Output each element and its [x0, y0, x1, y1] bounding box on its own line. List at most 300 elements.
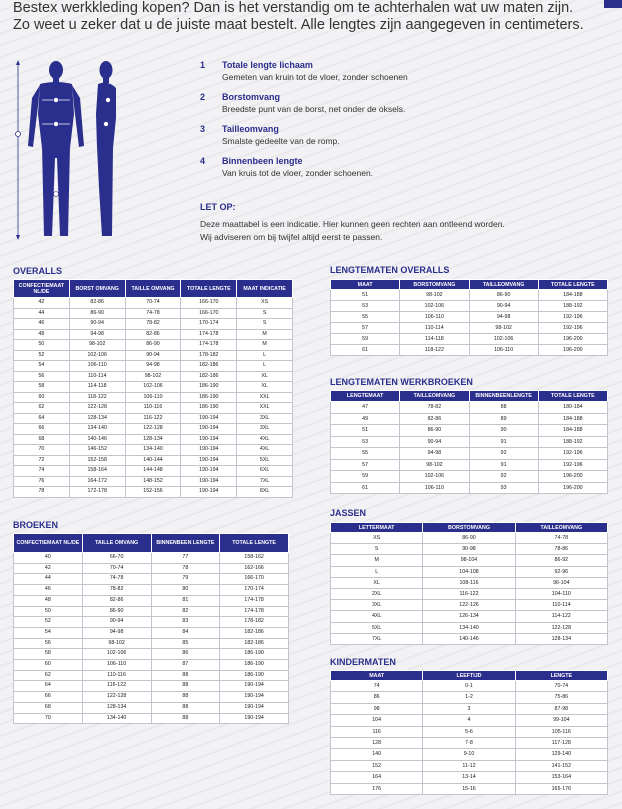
table-cell: 126-134	[423, 611, 515, 622]
column-header: BINNENBEENLENGTE	[469, 391, 538, 402]
table-row	[331, 681, 608, 692]
table-cell: 75-86	[515, 692, 607, 703]
step-description: Smalste gedeelte van de romp.	[222, 136, 340, 146]
table-cell: 186-190	[181, 403, 237, 414]
table-cell: 53	[331, 436, 400, 448]
table-cell: 134-140	[125, 445, 181, 456]
table-cell: 60	[14, 392, 70, 403]
table-cell: 66	[14, 424, 70, 435]
column-header: TAILLEOMVANG	[469, 280, 538, 290]
table-cell: 49	[331, 413, 400, 425]
table-cell: 190-194	[181, 455, 237, 466]
table-row	[331, 622, 608, 633]
table-cell: 91	[469, 459, 538, 471]
table-header-row	[331, 671, 608, 681]
column-header: TAILLEOMVANG	[515, 523, 607, 533]
table-cell: 170-174	[220, 585, 289, 596]
table-cell: 106-110	[125, 392, 181, 403]
table-cell: 122-128	[125, 424, 181, 435]
intro-text	[13, 0, 584, 34]
intro-line-1: Bestex werkkleding kopen? Dan is het verstandig om te achterhalen wat uw maten zijn.	[13, 0, 574, 16]
table-cell: 80	[151, 585, 220, 596]
table-cell: 190-194	[181, 434, 237, 445]
table-row	[331, 555, 608, 566]
table-cell: 87	[151, 660, 220, 671]
table-cell: 94-98	[469, 312, 538, 323]
table-cell: 94-98	[82, 627, 151, 638]
jassen-title: JASSEN	[330, 508, 367, 518]
table-cell: 174-178	[181, 329, 237, 340]
table-cell: 186-190	[220, 649, 289, 660]
table-cell: 42	[14, 563, 83, 574]
table-cell: 153-164	[515, 772, 607, 783]
overalls-table	[13, 279, 293, 498]
intro-line-2: Zo weet u zeker dat u de juiste maat bestelt. Alle lengtes zijn aangegeven in centimeters.	[13, 17, 584, 33]
table-row	[331, 600, 608, 611]
table-row	[14, 660, 289, 671]
table-cell: 4XL	[237, 445, 293, 456]
table-row	[331, 692, 608, 703]
table-cell: 117-128	[515, 738, 607, 749]
table-cell: 40	[14, 553, 83, 564]
table-cell: 78	[14, 487, 70, 498]
table-row	[331, 760, 608, 771]
table-cell: 116-122	[125, 413, 181, 424]
table-cell: 74	[331, 681, 423, 692]
column-header: LENGTE	[515, 671, 607, 681]
table-cell: L	[331, 566, 423, 577]
table-cell: 98-102	[400, 459, 469, 471]
table-cell: 110-114	[400, 323, 469, 334]
table-cell: 66-70	[82, 553, 151, 564]
table-row	[331, 482, 608, 494]
table-cell: 91	[469, 436, 538, 448]
table-row	[14, 445, 293, 456]
table-cell: 196-200	[538, 345, 607, 356]
table-cell: 104	[331, 715, 423, 726]
table-cell: 58	[14, 382, 70, 393]
table-cell: 86-90	[469, 290, 538, 301]
table-cell: XL	[331, 577, 423, 588]
table-cell: 5XL	[331, 622, 423, 633]
step-title: Borstomvang	[222, 92, 281, 102]
broeken-title: BROEKEN	[13, 520, 59, 530]
table-cell: 122-128	[82, 692, 151, 703]
table-header-row	[14, 280, 293, 298]
table-row	[14, 466, 293, 477]
table-row	[14, 681, 289, 692]
table-cell: 50	[14, 606, 83, 617]
table-cell: 82-86	[69, 298, 125, 309]
table-cell: 102-106	[400, 301, 469, 312]
table-cell: 152-156	[125, 487, 181, 498]
table-cell: M	[237, 329, 293, 340]
step-chest	[200, 92, 500, 124]
table-cell: 52	[14, 617, 83, 628]
table-cell: 47	[331, 402, 400, 414]
table-cell: 196-200	[538, 471, 607, 483]
table-cell: 190-194	[181, 413, 237, 424]
body-measurement-figure	[12, 58, 132, 243]
table-cell: 98-102	[469, 323, 538, 334]
table-cell: 128-134	[125, 434, 181, 445]
table-row	[331, 577, 608, 588]
table-cell: 44	[14, 308, 70, 319]
table-cell: 152	[331, 760, 423, 771]
table-row	[331, 633, 608, 644]
table-row	[331, 566, 608, 577]
table-cell: 128-134	[69, 413, 125, 424]
table-row	[14, 553, 289, 564]
table-cell: 70-74	[515, 681, 607, 692]
table-cell: 190-194	[181, 476, 237, 487]
table-cell: 86-90	[423, 533, 515, 544]
column-header: TAILLEOMVANG	[400, 391, 469, 402]
broeken-table	[13, 533, 289, 724]
table-cell: 15-16	[423, 783, 515, 794]
table-cell: 82	[151, 606, 220, 617]
table-cell: 116-122	[82, 681, 151, 692]
table-cell: 141-152	[515, 760, 607, 771]
table-cell: 8XL	[237, 487, 293, 498]
table-cell: 5-6	[423, 726, 515, 737]
table-header-row	[331, 280, 608, 290]
table-cell: 106-110	[400, 312, 469, 323]
step-title: Binnenbeen lengte	[222, 156, 303, 166]
table-row	[331, 738, 608, 749]
table-cell: 102-106	[69, 350, 125, 361]
notice-block	[200, 202, 600, 244]
table-row	[331, 726, 608, 737]
table-cell: 102-106	[82, 649, 151, 660]
table-row	[14, 574, 289, 585]
table-cell: 98-102	[125, 371, 181, 382]
table-row	[331, 448, 608, 460]
table-cell: 192-196	[538, 448, 607, 460]
table-row	[14, 382, 293, 393]
table-cell: 87-98	[515, 703, 607, 714]
table-cell: 7XL	[237, 476, 293, 487]
table-cell: 74-78	[125, 308, 181, 319]
table-cell: 52	[14, 350, 70, 361]
step-description: Gemeten van kruin tot de vloer, zonder schoenen	[222, 72, 408, 82]
table-cell: 50	[14, 340, 70, 351]
table-cell: 190-194	[220, 702, 289, 713]
table-cell: 196-200	[538, 482, 607, 494]
table-cell: 165-176	[515, 783, 607, 794]
table-cell: 182-186	[181, 361, 237, 372]
table-row	[14, 319, 293, 330]
table-cell: 114-122	[515, 611, 607, 622]
column-header: BORSTOMVANG	[400, 280, 469, 290]
table-cell: 53	[331, 301, 400, 312]
table-cell: 78-82	[82, 585, 151, 596]
table-cell: 0-1	[423, 681, 515, 692]
table-cell: 186-190	[181, 382, 237, 393]
table-row	[331, 323, 608, 334]
table-cell: 98-102	[69, 340, 125, 351]
table-cell: 188-192	[538, 301, 607, 312]
column-header: TOTALE LENGTE	[220, 534, 289, 553]
table-row	[331, 425, 608, 437]
table-cell: 7-8	[423, 738, 515, 749]
table-cell: 64	[14, 413, 70, 424]
table-cell: 56	[14, 638, 83, 649]
table-cell: 84	[151, 627, 220, 638]
table-cell: 98	[331, 703, 423, 714]
table-row	[14, 434, 293, 445]
table-cell: 190-194	[220, 713, 289, 724]
table-row	[14, 585, 289, 596]
table-cell: 170-174	[181, 319, 237, 330]
table-cell: 6XL	[237, 466, 293, 477]
table-header-row	[14, 534, 289, 553]
table-cell: 122-128	[69, 403, 125, 414]
table-header-row	[331, 391, 608, 402]
column-header: BORST OMVANG	[69, 280, 125, 298]
table-row	[14, 340, 293, 351]
column-header: CONFECTIEMAAT NL/DE	[14, 280, 70, 298]
table-row	[14, 403, 293, 414]
table-cell: 98-102	[82, 638, 151, 649]
table-cell: 174-178	[220, 606, 289, 617]
table-row	[14, 371, 293, 382]
table-row	[331, 783, 608, 794]
table-cell: 61	[331, 482, 400, 494]
table-cell: 94-98	[125, 361, 181, 372]
jassen-table	[330, 522, 608, 645]
table-cell: 164-172	[69, 476, 125, 487]
table-cell: 81	[151, 595, 220, 606]
overalls-title: OVERALLS	[13, 266, 63, 276]
table-cell: 182-186	[220, 638, 289, 649]
table-cell: 86-90	[82, 606, 151, 617]
table-row	[14, 424, 293, 435]
table-cell: 158-164	[69, 466, 125, 477]
table-row	[14, 649, 289, 660]
table-cell: 88	[151, 670, 220, 681]
table-cell: XXL	[237, 392, 293, 403]
table-cell: 88	[469, 402, 538, 414]
table-cell: 48	[14, 329, 70, 340]
table-row	[331, 345, 608, 356]
table-cell: 114-118	[69, 382, 125, 393]
table-row	[14, 595, 289, 606]
table-cell: 190-194	[181, 424, 237, 435]
table-row	[331, 611, 608, 622]
table-cell: 46	[14, 585, 83, 596]
table-cell: 110-116	[82, 670, 151, 681]
table-row	[14, 606, 289, 617]
table-cell: 44	[14, 574, 83, 585]
table-cell: 90-94	[469, 301, 538, 312]
table-cell: 184-188	[538, 413, 607, 425]
column-header: TAILLE OMVANG	[125, 280, 181, 298]
table-cell: 5XL	[237, 455, 293, 466]
table-cell: 178-182	[181, 350, 237, 361]
column-header: MAAT INDICATIE	[237, 280, 293, 298]
table-cell: 76	[14, 476, 70, 487]
table-row	[331, 402, 608, 414]
table-cell: 60	[14, 660, 83, 671]
step-title: Totale lengte lichaam	[222, 60, 313, 70]
table-cell: 55	[331, 312, 400, 323]
table-cell: 190-194	[220, 681, 289, 692]
table-row	[14, 487, 293, 498]
table-row	[331, 459, 608, 471]
table-cell: 88	[151, 702, 220, 713]
column-header: MAAT	[331, 280, 400, 290]
table-cell: 90-98	[423, 544, 515, 555]
table-cell: 93	[469, 482, 538, 494]
table-cell: 68	[14, 702, 83, 713]
table-cell: 79	[151, 574, 220, 585]
table-cell: S	[237, 319, 293, 330]
table-cell: 188-192	[538, 436, 607, 448]
table-cell: 99-104	[515, 715, 607, 726]
table-cell: XS	[237, 298, 293, 309]
column-header: LENGTEMAAT	[331, 391, 400, 402]
table-cell: 110-114	[515, 600, 607, 611]
table-cell: 118-122	[69, 392, 125, 403]
table-cell: 86-90	[400, 425, 469, 437]
table-cell: 4	[423, 715, 515, 726]
table-cell: 94-98	[69, 329, 125, 340]
table-cell: 104-110	[515, 589, 607, 600]
table-cell: 176	[331, 783, 423, 794]
table-cell: 182-186	[220, 627, 289, 638]
table-row	[331, 544, 608, 555]
table-cell: 190-194	[181, 466, 237, 477]
table-cell: 116-122	[423, 589, 515, 600]
table-cell: XXL	[237, 403, 293, 414]
table-cell: 90-94	[82, 617, 151, 628]
step-inseam	[200, 156, 500, 188]
table-cell: 74-78	[82, 574, 151, 585]
table-cell: XL	[237, 382, 293, 393]
table-row	[331, 703, 608, 714]
table-cell: 186-190	[181, 392, 237, 403]
table-cell: 196-200	[538, 334, 607, 345]
table-row	[14, 329, 293, 340]
table-cell: 55	[331, 448, 400, 460]
table-cell: 89	[469, 413, 538, 425]
table-cell: 162-166	[220, 563, 289, 574]
table-cell: 190-194	[220, 692, 289, 703]
table-row	[14, 563, 289, 574]
table-cell: 66	[14, 692, 83, 703]
table-cell: 192-196	[538, 459, 607, 471]
table-cell: 46	[14, 319, 70, 330]
table-cell: 114-118	[400, 334, 469, 345]
table-cell: 110-114	[69, 371, 125, 382]
table-cell: 78-82	[400, 402, 469, 414]
table-cell: 77	[151, 553, 220, 564]
table-cell: 51	[331, 425, 400, 437]
table-cell: 78	[151, 563, 220, 574]
table-row	[331, 334, 608, 345]
table-cell: 134-140	[423, 622, 515, 633]
table-cell: XS	[331, 533, 423, 544]
table-cell: 184-188	[538, 290, 607, 301]
table-cell: 122-126	[423, 600, 515, 611]
table-cell: 134-140	[82, 713, 151, 724]
table-cell: 4XL	[331, 611, 423, 622]
table-cell: M	[331, 555, 423, 566]
table-cell: 56	[14, 371, 70, 382]
table-row	[331, 413, 608, 425]
brand-corner-bar	[604, 0, 622, 8]
table-cell: 164	[331, 772, 423, 783]
table-row	[331, 436, 608, 448]
table-row	[14, 638, 289, 649]
table-cell: 106-110	[400, 482, 469, 494]
table-cell: 58	[14, 649, 83, 660]
table-cell: 4XL	[237, 434, 293, 445]
table-cell: 94-98	[400, 448, 469, 460]
table-cell: 59	[331, 471, 400, 483]
step-number: 1	[200, 60, 206, 70]
step-total-length	[200, 60, 500, 92]
table-cell: 72	[14, 455, 70, 466]
table-cell: 186-190	[220, 670, 289, 681]
table-cell: 102-106	[469, 334, 538, 345]
step-title: Tailleomvang	[222, 124, 279, 134]
table-cell: 70	[14, 445, 70, 456]
table-cell: 86-92	[515, 555, 607, 566]
table-cell: 98-102	[400, 290, 469, 301]
table-row	[14, 413, 293, 424]
table-cell: 82-86	[400, 413, 469, 425]
table-cell: 90-94	[69, 319, 125, 330]
table-cell: 92	[469, 471, 538, 483]
table-cell: 174-178	[220, 595, 289, 606]
table-cell: 3XL	[237, 424, 293, 435]
step-number: 3	[200, 124, 206, 134]
table-cell: 104-108	[423, 566, 515, 577]
table-cell: 186-190	[220, 660, 289, 671]
table-cell: 64	[14, 681, 83, 692]
table-row	[14, 361, 293, 372]
step-number: 2	[200, 92, 206, 102]
table-cell: 105-116	[515, 726, 607, 737]
column-header: TAILLE OMVANG	[82, 534, 151, 553]
table-cell: 178-182	[220, 617, 289, 628]
table-cell: 78-82	[125, 319, 181, 330]
table-cell: 88	[151, 692, 220, 703]
table-cell: 128	[331, 738, 423, 749]
table-cell: 3	[423, 703, 515, 714]
table-cell: 92	[469, 448, 538, 460]
table-cell: 57	[331, 459, 400, 471]
table-cell: 96-104	[515, 577, 607, 588]
notice-line-1: Deze maattabel is een indicatie. Hier kunnen geen rechten aan ontleend worden.	[200, 219, 505, 229]
table-cell: 78-86	[515, 544, 607, 555]
notice-text	[200, 218, 600, 244]
table-cell: 13-14	[423, 772, 515, 783]
column-header: TOTALE LENGTE	[538, 280, 607, 290]
table-row	[331, 471, 608, 483]
table-cell: 70-74	[82, 563, 151, 574]
table-cell: 190-194	[181, 445, 237, 456]
table-cell: 106-110	[469, 345, 538, 356]
kindermaten-title: KINDERMATEN	[330, 657, 396, 667]
table-cell: 166-170	[220, 574, 289, 585]
table-row	[331, 312, 608, 323]
step-description: Van kruis tot de vloer, zonder schoenen.	[222, 168, 374, 178]
table-cell: 102-106	[125, 382, 181, 393]
table-cell: 190-194	[181, 487, 237, 498]
